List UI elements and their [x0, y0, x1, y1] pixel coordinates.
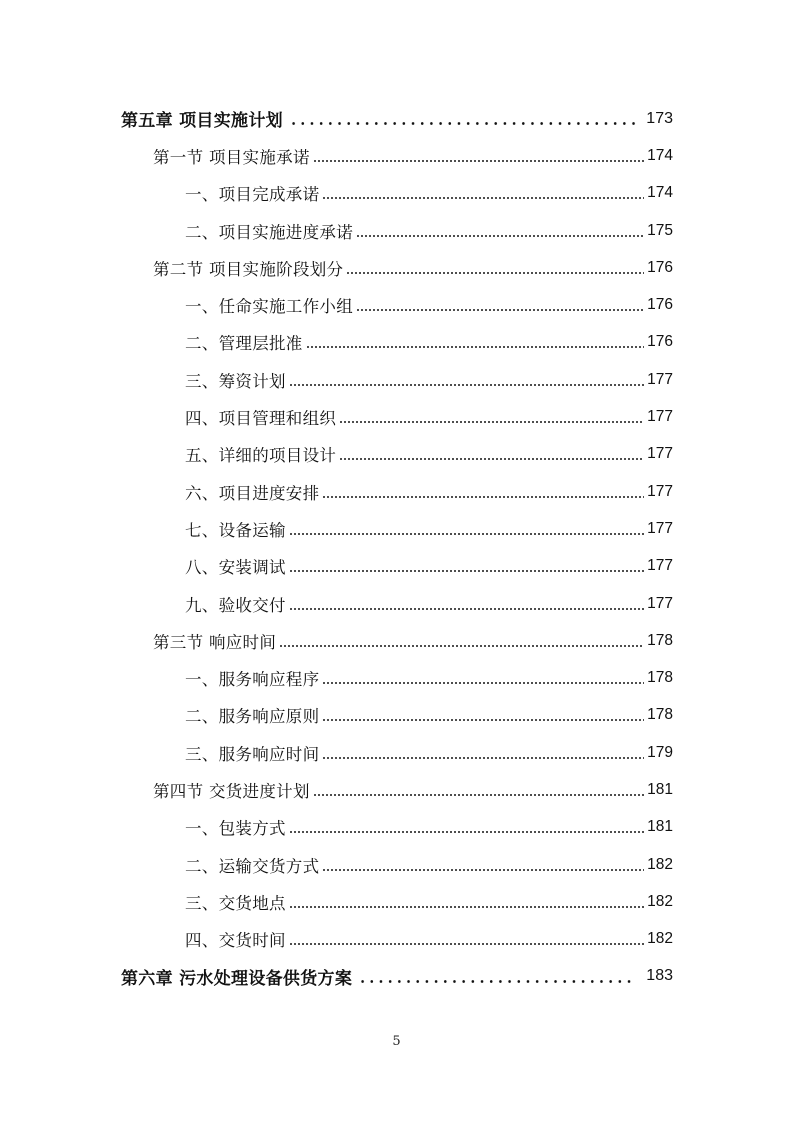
toc-entry-page: 177 [647, 445, 673, 463]
toc-dot-leader [313, 160, 644, 162]
toc-dot-leader [279, 645, 644, 647]
toc-subsection-entry[interactable] [0, 548, 793, 585]
toc-entry-title: 五、详细的项目设计 [185, 446, 337, 466]
toc-entry-title: 第六章 污水处理设备供货方案 [121, 968, 353, 989]
toc-dot-leader [289, 906, 644, 908]
toc-entry-title: 三、交货地点 [185, 893, 286, 913]
toc-dot-leader [289, 608, 644, 610]
toc-entry-title: 三、筹资计划 [185, 371, 286, 391]
toc-entry-page: 175 [647, 221, 673, 239]
toc-entry-page: 176 [647, 333, 673, 351]
toc-dot-leader [289, 831, 644, 833]
toc-subsection-entry[interactable] [0, 324, 793, 361]
toc-section-entry[interactable] [0, 137, 793, 174]
toc-dot-leader [289, 570, 644, 572]
toc-entry-title: 二、项目实施进度承诺 [185, 222, 353, 242]
toc-entry-title: 第二节 项目实施阶段划分 [153, 259, 344, 279]
toc-entry-title: 四、交货时间 [185, 931, 286, 951]
toc-entry-page: 177 [647, 370, 673, 388]
toc-entry-title: 四、项目管理和组织 [185, 409, 337, 429]
toc-dot-leader [289, 943, 644, 945]
toc-subsection-entry[interactable] [0, 510, 793, 547]
toc-entry-page: 174 [647, 146, 673, 164]
table-of-contents [0, 100, 793, 995]
toc-entry-page: 183 [646, 967, 673, 985]
toc-entry-page: 177 [647, 408, 673, 426]
toc-subsection-entry[interactable] [0, 175, 793, 212]
toc-entry-page: 176 [647, 296, 673, 314]
toc-entry-page: 182 [647, 855, 673, 873]
toc-subsection-entry[interactable] [0, 585, 793, 622]
toc-entry-title: 一、任命实施工作小组 [185, 297, 353, 317]
toc-dot-leader [356, 309, 644, 311]
toc-subsection-entry[interactable] [0, 734, 793, 771]
toc-dot-leader [358, 980, 636, 983]
toc-section-entry[interactable] [0, 622, 793, 659]
toc-dot-leader [322, 719, 644, 721]
toc-entry-title: 第三节 响应时间 [153, 632, 277, 652]
toc-dot-leader [346, 272, 644, 274]
toc-entry-title: 一、包装方式 [185, 819, 286, 839]
toc-entry-title: 七、设备运输 [185, 520, 286, 540]
toc-entry-page: 177 [647, 482, 673, 500]
toc-entry-page: 177 [647, 594, 673, 612]
toc-subsection-entry[interactable] [0, 286, 793, 323]
toc-entry-page: 178 [647, 706, 673, 724]
toc-subsection-entry[interactable] [0, 659, 793, 696]
toc-entry-page: 173 [646, 109, 673, 127]
toc-entry-title: 第五章 项目实施计划 [121, 111, 283, 132]
toc-dot-leader [322, 197, 644, 199]
toc-entry-page: 177 [647, 557, 673, 575]
toc-dot-leader [322, 496, 644, 498]
toc-entry-page: 181 [647, 818, 673, 836]
toc-entry-page: 178 [647, 669, 673, 687]
toc-entry-title: 二、管理层批准 [185, 334, 303, 354]
toc-dot-leader [339, 458, 644, 460]
toc-entry-page: 181 [647, 780, 673, 798]
toc-entry-title: 三、服务响应时间 [185, 744, 320, 764]
toc-entry-title: 六、项目进度安排 [185, 483, 320, 503]
toc-entry-title: 二、运输交货方式 [185, 856, 320, 876]
toc-subsection-entry[interactable] [0, 809, 793, 846]
toc-entry-title: 第四节 交货进度计划 [153, 781, 310, 801]
toc-entry-page: 178 [647, 631, 673, 649]
toc-entry-title: 二、服务响应原则 [185, 707, 320, 727]
toc-entry-title: 第一节 项目实施承诺 [153, 147, 310, 167]
toc-chapter-entry[interactable] [0, 958, 793, 995]
toc-entry-page: 177 [647, 519, 673, 537]
toc-dot-leader [313, 794, 644, 796]
toc-dot-leader [289, 384, 644, 386]
page-number: 5 [392, 1034, 401, 1049]
toc-section-entry[interactable] [0, 249, 793, 286]
toc-dot-leader [339, 421, 644, 423]
toc-entry-title: 一、项目完成承诺 [185, 185, 320, 205]
toc-dot-leader [289, 533, 644, 535]
toc-dot-leader [356, 235, 644, 237]
toc-dot-leader [322, 682, 644, 684]
toc-dot-leader [289, 122, 636, 125]
toc-chapter-entry[interactable] [0, 100, 793, 137]
toc-entry-title: 九、验收交付 [185, 595, 286, 615]
toc-entry-page: 174 [647, 184, 673, 202]
toc-entry-page: 182 [647, 892, 673, 910]
toc-entry-title: 八、安装调试 [185, 558, 286, 578]
toc-entry-title: 一、服务响应程序 [185, 670, 320, 690]
toc-dot-leader [322, 757, 644, 759]
toc-dot-leader [322, 869, 644, 871]
toc-subsection-entry[interactable] [0, 921, 793, 958]
toc-subsection-entry[interactable] [0, 473, 793, 510]
toc-subsection-entry[interactable] [0, 846, 793, 883]
toc-entry-page: 179 [647, 743, 673, 761]
toc-subsection-entry[interactable] [0, 883, 793, 920]
toc-subsection-entry[interactable] [0, 212, 793, 249]
toc-subsection-entry[interactable] [0, 361, 793, 398]
toc-section-entry[interactable] [0, 771, 793, 808]
toc-subsection-entry[interactable] [0, 398, 793, 435]
toc-subsection-entry[interactable] [0, 697, 793, 734]
toc-subsection-entry[interactable] [0, 436, 793, 473]
toc-dot-leader [306, 346, 645, 348]
toc-entry-page: 176 [647, 258, 673, 276]
toc-entry-page: 182 [647, 930, 673, 948]
